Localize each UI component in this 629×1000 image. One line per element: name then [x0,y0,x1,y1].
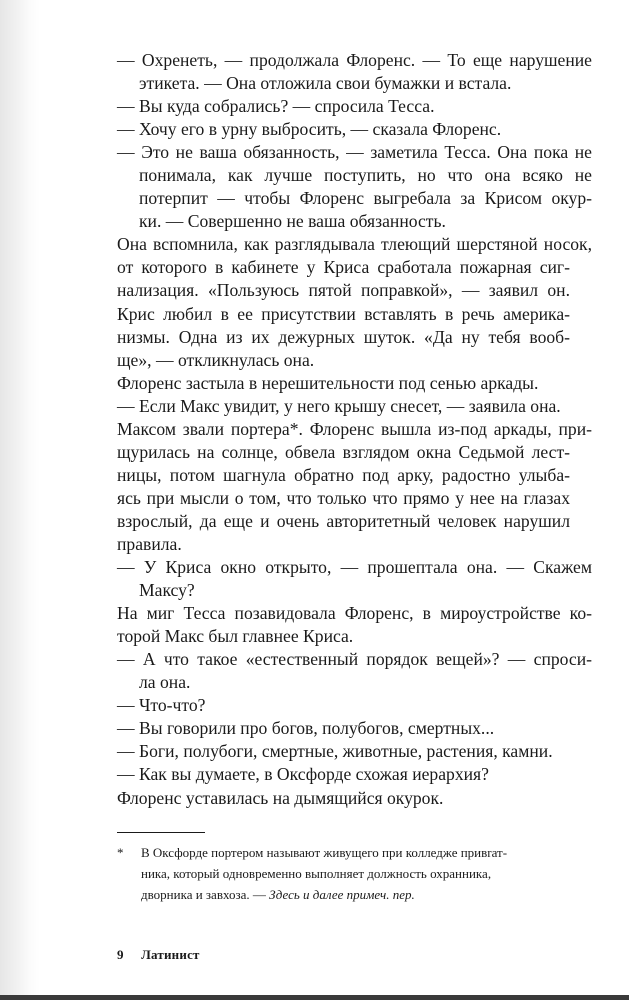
dialogue-paragraph [117,763,592,786]
footnote-plain: дворника и завхоза. — [141,886,270,902]
text-line: ла она. [139,672,191,693]
text-line: — Охренеть, — продолжала Флоренс. — То еще нарушение [117,50,592,70]
footnote [117,842,592,905]
text-line: — Хочу его в урну выбросить, — сказала Флоренс. [117,119,502,140]
text-line: этикета. — Она отложила свои бумажки и встала. [139,73,512,94]
text-line: Максом звали портера*. Флоренс вышла из-под аркады, при- [117,418,592,439]
text-line: — У Криса окно открыто, — прошептала она. — Скажем [117,557,592,578]
text-line: от которого в кабинете у Криса сработала пожарная сиг- [117,257,570,278]
text-line: Максу? [139,580,195,601]
dialogue-paragraph [117,717,592,740]
book-page [117,49,592,905]
page-number: 9 [117,947,124,962]
dialogue-paragraph [117,49,592,95]
text-line: Флоренс уставилась на дымящийся окурок. [117,787,444,808]
narrative-paragraph [117,372,592,395]
running-title: Латинист [141,947,200,962]
text-line: — Что-что? [117,695,206,716]
text-line: — Боги, полубоги, смертные, животные, растения, камни. [117,741,553,762]
footnote-line: ника, который одновременно выполняет должность охранника, [141,865,492,881]
dialogue-paragraph [117,694,592,717]
text-line: ясь при мысли о том, что только что прямо у нее на глазах [117,487,570,508]
text-line: нализация. «Пользуюсь пятой поправкой», — заявил он. [117,280,570,301]
narrative-paragraph [117,418,592,556]
dialogue-paragraph [117,395,592,418]
text-line: ки. — Совершенно не ваша обязанность. [139,211,446,232]
footnote-line [141,884,507,905]
text-line: — Если Макс увидит, у него крышу снесет, — заявила она. [117,395,561,416]
narrative-paragraph [117,787,592,810]
text-line: взрослый, да еще и очень авторитетный человек нарушил [117,510,570,531]
text-line: — Как вы думаете, в Оксфорде схожая иерархия? [117,764,489,785]
text-line: Флоренс застыла в нерешительности под сенью аркады. [117,372,539,393]
footnote-text [141,842,507,905]
dialogue-paragraph [117,95,592,118]
text-line: низмы. Одна из их дежурных шуток. «Да ну тебя вооб- [117,326,570,347]
bottom-edge-bar [0,995,629,1000]
page-edge-shadow [0,0,40,1000]
dialogue-paragraph [117,740,592,763]
text-line: — Вы говорили про богов, полубогов, смертных... [117,718,495,739]
page-footer [117,947,200,963]
dialogue-paragraph [117,556,592,602]
text-line: щурилась на солнце, обвела взглядом окна Седьмой лест- [117,441,570,462]
text-line: Она вспомнила, как разглядывала тлеющий шерстяной носок, [117,234,592,255]
main-text [117,49,592,810]
text-line: правила. [117,533,182,554]
dialogue-paragraph [117,118,592,141]
narrative-paragraph [117,602,592,648]
text-line: — А что такое «естественный порядок вещей»? — спроси- [117,649,592,670]
text-line: понимала, как лучше поступить, но что она всяко не [139,165,592,186]
dialogue-paragraph [117,141,592,233]
text-line: — Это не ваша обязанность, — заметила Тесса. Она пока не [117,142,592,163]
dialogue-paragraph [117,648,592,694]
text-line: торой Макс был главнее Криса. [117,626,354,647]
text-line: ницы, потом шагнула обратно под арку, радостно улыба- [117,464,570,485]
footnote-separator [117,832,205,833]
text-line: На миг Тесса позавидовала Флоренс, в мироустройстве ко- [117,603,592,624]
footnote-mark: * [117,844,124,860]
text-line: потерпит — чтобы Флоренс выгребала за Крисом окур- [139,188,592,209]
footnote-line: В Оксфорде портером называют живущего при колледже привrат- [141,844,508,860]
text-line: — Вы куда собрались? — спросила Тесса. [117,96,435,117]
footnote-italic-note: Здесь и далее примеч. пер. [269,886,415,902]
text-line: Крис любил в ее присутствии вставлять в речь америка- [117,303,570,324]
text-line: ще», — откликнулась она. [117,349,315,370]
narrative-paragraph [117,233,592,371]
